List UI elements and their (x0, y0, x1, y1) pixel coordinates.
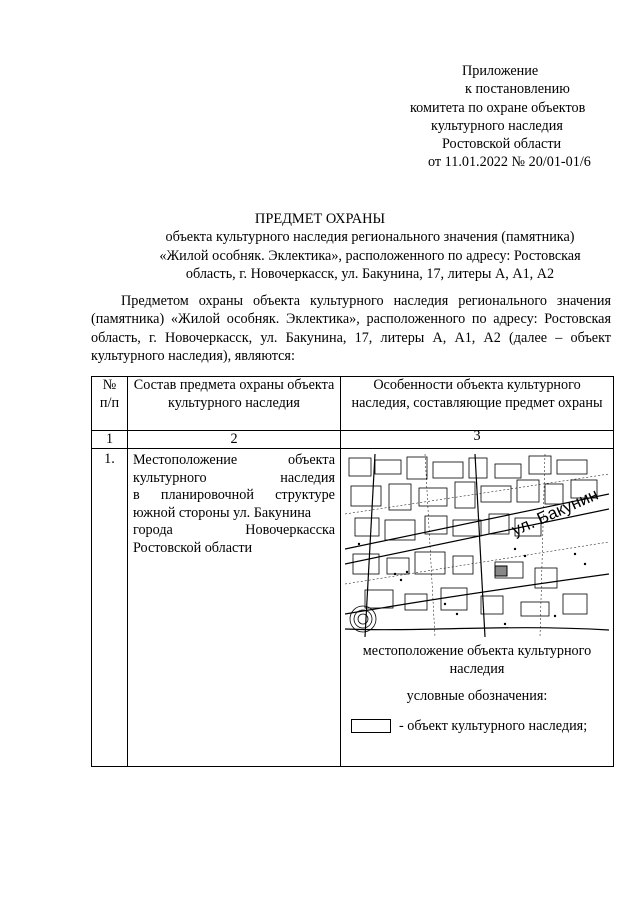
table-row (92, 449, 614, 767)
table-header-row (92, 377, 614, 431)
table-numbering-row (92, 431, 614, 449)
subtitle-line: объекта культурного наследия регионального значения (памятника) (165, 229, 575, 245)
column-number: 3 (341, 431, 614, 449)
document-subtitle (135, 228, 605, 284)
appendix-line: Приложение (462, 63, 539, 79)
appendix-line: комитета по охране объектов (410, 99, 586, 116)
legend-entry (341, 718, 613, 736)
header-cell-number: № п/п (92, 377, 128, 431)
appendix-line: к постановлению (465, 81, 570, 98)
appendix-line: культурного наследия (431, 117, 563, 134)
appendix-date-number: от 11.01.2022 № 20/01-01/6 (428, 154, 591, 171)
header-cell-features: Особенности объекта культурного наследия, составляющие предмет охраны (341, 377, 614, 431)
legend-title: условные обозначения: (406, 688, 548, 704)
document-title: ПРЕДМЕТ ОХРАНЫ (254, 211, 386, 227)
appendix-header (360, 62, 640, 172)
subtitle-line: область, г. Новочеркасск, ул. Бакунина, 17, литеры А, А1, А2 (185, 266, 555, 282)
location-map (345, 454, 609, 637)
row-features (341, 449, 614, 767)
intro-paragraph: Предметом охраны объекта культурного наследия регионального значения (памятника) «Жилой особняк. Эклектика», расположенного по адресу: Ростовская область, г. Новочеркасск, ул. Бакунина, 17, литеры А, А1, А2 (далее – объект культурного наследия), являются: (91, 293, 611, 364)
protection-table (91, 376, 614, 767)
row-description: Местоположение объекта культурного наследия в планировочной структуре южной стороны ул. Бакунина города Новочеркасска Ростовской области (128, 449, 341, 767)
header-cell-composition: Состав предмета охраны объекта культурного наследия (128, 377, 341, 431)
map-caption: местоположение объекта культурного наследия (362, 643, 592, 677)
map-street-label: ул. Бакунин (508, 484, 602, 540)
column-number: 2 (128, 431, 341, 449)
row-number: 1. (92, 449, 128, 767)
legend-swatch (351, 719, 391, 733)
appendix-line: Ростовской области (442, 136, 562, 153)
column-number: 1 (92, 431, 128, 449)
legend-label: - объект культурного наследия; (399, 717, 588, 734)
subtitle-line: «Жилой особняк. Эклектика», расположенного по адресу: Ростовская (159, 247, 581, 264)
